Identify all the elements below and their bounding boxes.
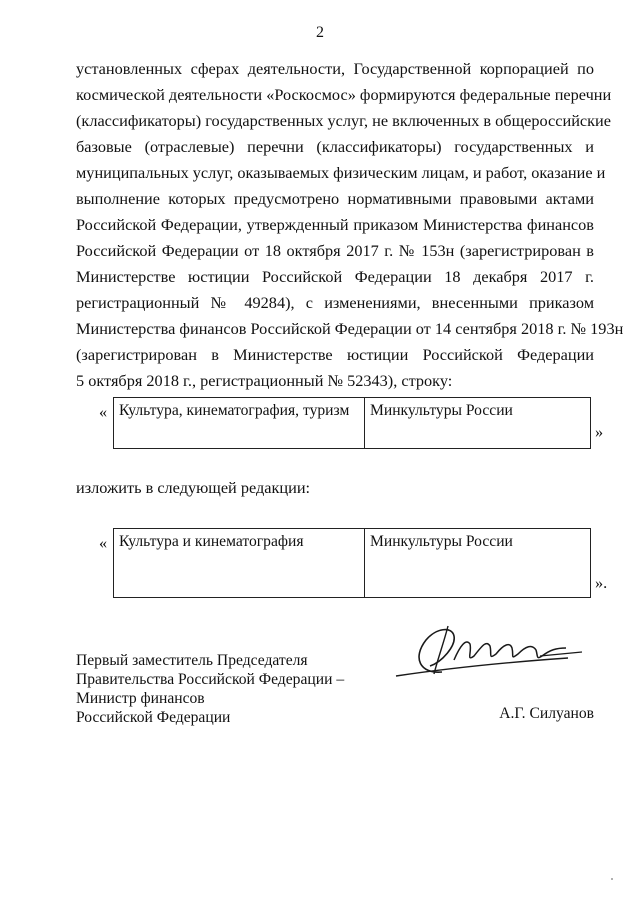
signatory-line-2: Правительства Российской Федерации –: [76, 671, 345, 688]
old-row-ministry: Минкультуры России: [370, 402, 513, 419]
body-line-7: Российской Федерации, утвержденный приказом Министерства финансов: [76, 215, 594, 234]
new-row-open-quote: «: [99, 533, 108, 552]
body-line-2: космической деятельности «Роскосмос» формируются федеральные перечни: [76, 85, 612, 104]
body-line-9: Министерстве юстиции Российской Федерации 18 декабря 2017 г.: [76, 267, 594, 286]
new-row-table: [113, 528, 591, 598]
body-line-8: Российской Федерации от 18 октября 2017 г. № 153н (зарегистрирован в: [76, 241, 594, 260]
old-row-close-quote: »: [595, 422, 604, 441]
body-line-13: 5 октября 2018 г., регистрационный № 52343), строку:: [76, 371, 453, 390]
page-number: 2: [316, 24, 324, 41]
signatory-line-1: Первый заместитель Председателя: [76, 652, 308, 669]
body-line-10: регистрационный № 49284), с изменениями, внесенными приказом: [76, 293, 594, 312]
handwritten-signature-icon: [390, 616, 600, 686]
body-line-6: выполнение которых предусмотрено нормативными правовыми актами: [76, 189, 594, 208]
signatory-title: [76, 651, 344, 727]
body-line-5: муниципальных услуг, оказываемых физическим лицам, и работ, оказание и: [76, 163, 606, 182]
new-row-ministry: Минкультуры России: [370, 533, 513, 550]
middle-text: изложить в следующей редакции:: [76, 478, 311, 497]
body-line-11: Министерства финансов Российской Федерации от 14 сентября 2018 г. № 193н: [76, 319, 624, 338]
old-row-table: [113, 397, 591, 449]
body-line-12: (зарегистрирован в Министерстве юстиции Российской Федерации: [76, 345, 594, 364]
scan-speck: [611, 878, 613, 880]
signatory-name: А.Г. Силуанов: [499, 705, 594, 722]
body-line-3: (классификаторы) государственных услуг, не включенных в общероссийские: [76, 111, 611, 130]
signatory-line-3: Министр финансов: [76, 690, 205, 707]
old-row-sector: Культура, кинематография, туризм: [114, 398, 365, 448]
body-line-1: установленных сферах деятельности, Государственной корпорацией по: [76, 59, 594, 78]
body-line-4: базовые (отраслевые) перечни (классификаторы) государственных и: [76, 137, 594, 156]
new-row-close-quote: ».: [595, 573, 608, 592]
old-row-open-quote: «: [99, 402, 108, 421]
signatory-line-4: Российской Федерации: [76, 709, 231, 726]
new-row-sector: Культура и кинематография: [114, 529, 365, 597]
